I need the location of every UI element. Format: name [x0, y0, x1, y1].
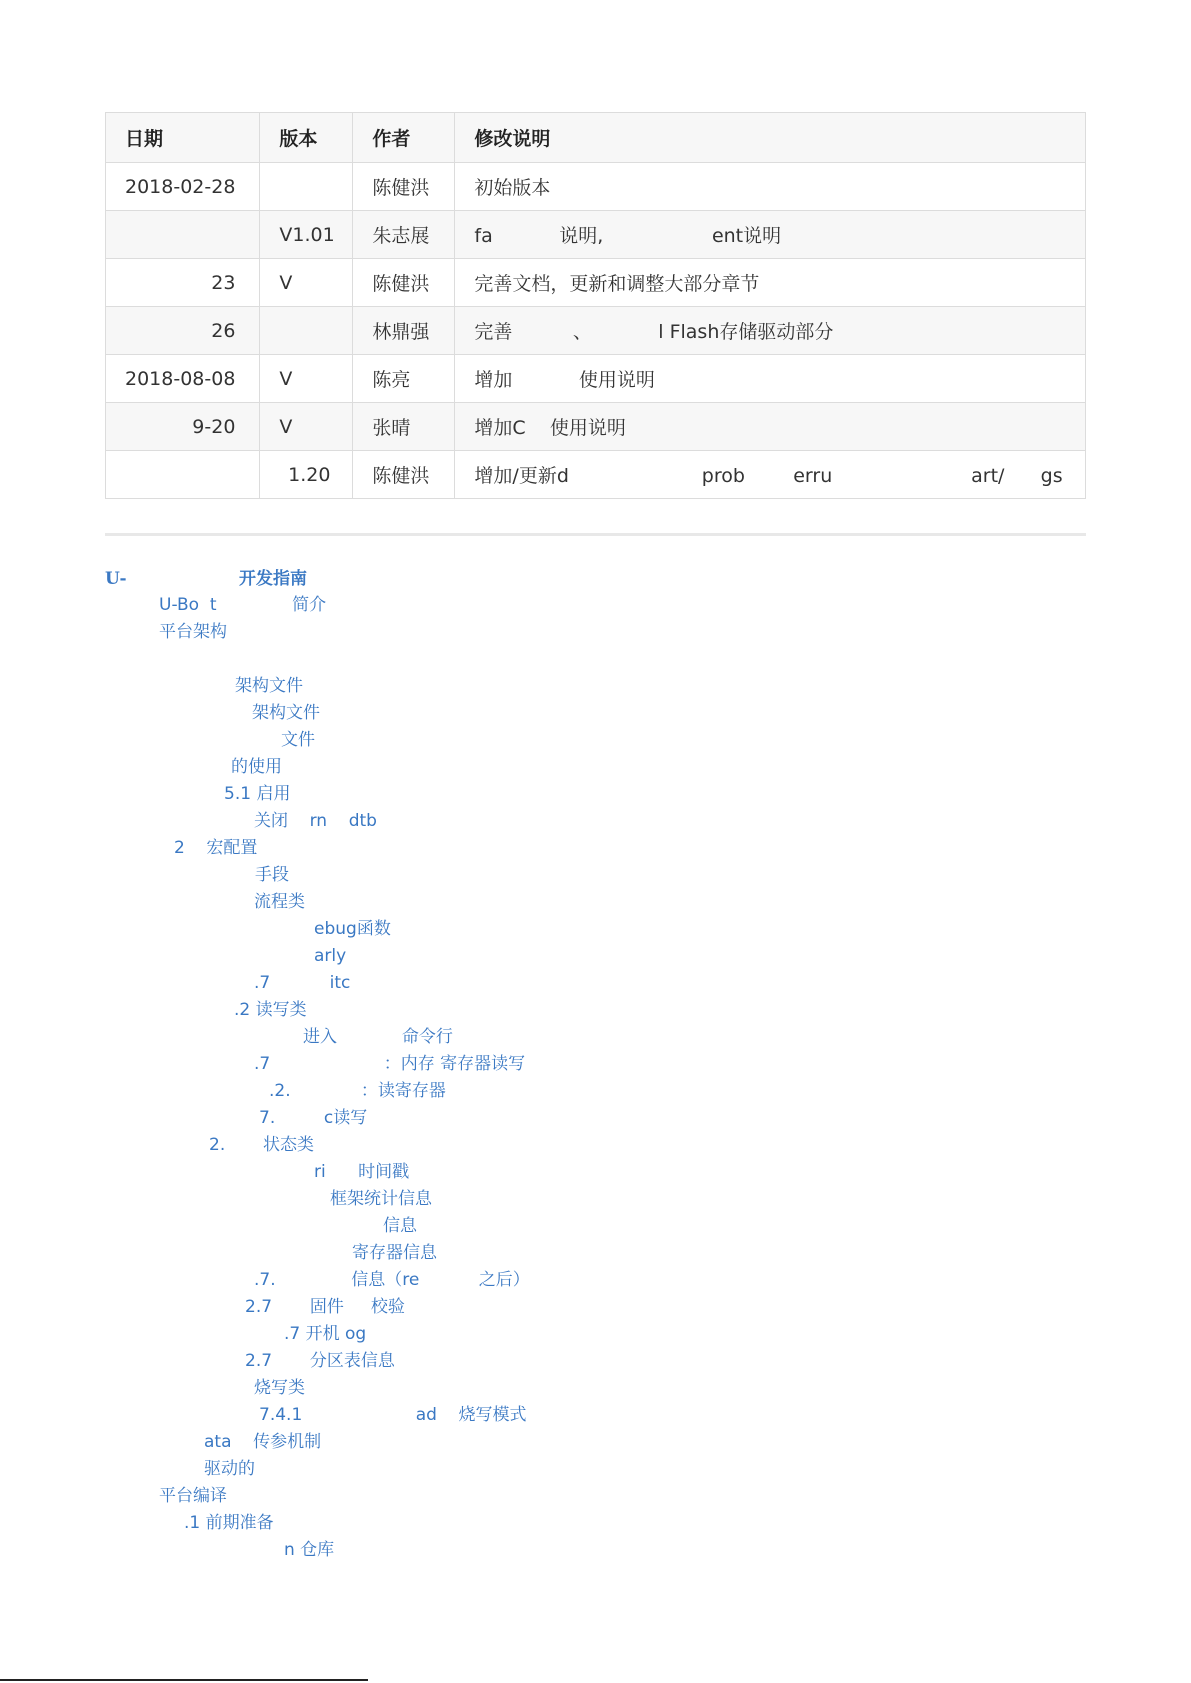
- toc-entry[interactable]: 2 宏配置: [174, 838, 258, 858]
- toc-entry[interactable]: 关闭 rn dtb: [254, 811, 377, 831]
- toc-entry[interactable]: 寄存器信息: [352, 1243, 437, 1263]
- toc-entry[interactable]: .2. ：读寄存器: [269, 1081, 446, 1101]
- header-version: 版本: [260, 113, 353, 163]
- toc-entry[interactable]: 烧写类: [254, 1378, 305, 1398]
- cell-author: 朱志展: [353, 211, 455, 259]
- toc-entry[interactable]: 2.7 固件 校验: [245, 1297, 405, 1317]
- header-author: 作者: [353, 113, 455, 163]
- toc-entry[interactable]: 的使用: [231, 757, 282, 777]
- toc-entry[interactable]: .7. 信息（re 之后）: [254, 1270, 530, 1290]
- toc-entry[interactable]: 7. c读写: [259, 1108, 368, 1128]
- toc-entry[interactable]: 7.4.1 ad 烧写模式: [259, 1405, 527, 1425]
- cell-note: 完善文档，更新和调整大部分章节: [455, 259, 1086, 307]
- toc-entry[interactable]: .7 开机 og: [284, 1324, 367, 1344]
- toc-entry[interactable]: 进入 命令行: [303, 1027, 453, 1047]
- toc-entry[interactable]: 架构文件: [235, 676, 303, 696]
- cell-date: 23: [106, 259, 260, 307]
- cell-author: 陈亮: [353, 355, 455, 403]
- toc-entry[interactable]: .2 读写类: [234, 1000, 307, 1020]
- cell-version: V: [260, 259, 353, 307]
- toc-entry[interactable]: n 仓库: [284, 1540, 335, 1560]
- toc-entry[interactable]: ebug函数: [314, 919, 391, 939]
- toc-entry[interactable]: 平台编译: [159, 1486, 227, 1506]
- toc-entry[interactable]: 文件: [281, 730, 315, 750]
- cell-note: fa 说明, ent说明: [455, 211, 1086, 259]
- cell-author: 林鼎强: [353, 307, 455, 355]
- toc-entry[interactable]: ri 时间戳: [314, 1162, 410, 1182]
- cell-author: 陈健洪: [353, 259, 455, 307]
- cell-note: 初始版本: [455, 163, 1086, 211]
- cell-author: 张晴: [353, 403, 455, 451]
- cell-author: 陈健洪: [353, 163, 455, 211]
- toc-entry[interactable]: .7 itc: [254, 973, 351, 993]
- cell-note: 增加 使用说明: [455, 355, 1086, 403]
- cell-version: 1.20: [260, 451, 353, 499]
- toc-entry[interactable]: 框架统计信息: [330, 1189, 432, 1209]
- cell-note: 增加/更新d prob erru art/ gs: [455, 451, 1086, 499]
- toc-entry[interactable]: 流程类: [254, 892, 305, 912]
- toc-entry[interactable]: 5.1 启用: [224, 784, 291, 804]
- header-date: 日期: [106, 113, 260, 163]
- toc-entry[interactable]: arly: [314, 946, 347, 966]
- cell-note: 增加C 使用说明: [455, 403, 1086, 451]
- toc-entry[interactable]: .1 前期准备: [184, 1513, 274, 1533]
- toc-entry[interactable]: ata 传参机制: [204, 1432, 322, 1452]
- cell-date: 2018-08-08: [106, 355, 260, 403]
- toc-entry[interactable]: 信息: [383, 1216, 417, 1236]
- page-footer-rule: [0, 1679, 368, 1681]
- toc-entry[interactable]: 驱动的: [204, 1459, 255, 1479]
- toc-entry[interactable]: 架构文件: [252, 703, 320, 723]
- toc-entry[interactable]: 2.7 分区表信息: [245, 1351, 395, 1371]
- header-change-note: 修改说明: [455, 113, 1086, 163]
- toc-entry[interactable]: U-Bo t 简介: [159, 595, 327, 615]
- cell-author: 陈健洪: [353, 451, 455, 499]
- cell-version: V1.01: [260, 211, 353, 259]
- toc-entry[interactable]: 2. 状态类: [209, 1135, 315, 1155]
- cell-version: V: [260, 355, 353, 403]
- cell-date: 26: [106, 307, 260, 355]
- toc-entry[interactable]: 平台架构: [159, 622, 227, 642]
- toc-entry[interactable]: .7 ：内存 寄存器读写: [254, 1054, 526, 1074]
- cell-date: 9-20: [106, 403, 260, 451]
- toc-entry[interactable]: 手段: [255, 865, 289, 885]
- cell-date: 2018-02-28: [106, 163, 260, 211]
- toc-entry-root[interactable]: U- 开发指南: [105, 569, 308, 589]
- cell-note: 完善 、 l Flash存储驱动部分: [455, 307, 1086, 355]
- cell-version: V: [260, 403, 353, 451]
